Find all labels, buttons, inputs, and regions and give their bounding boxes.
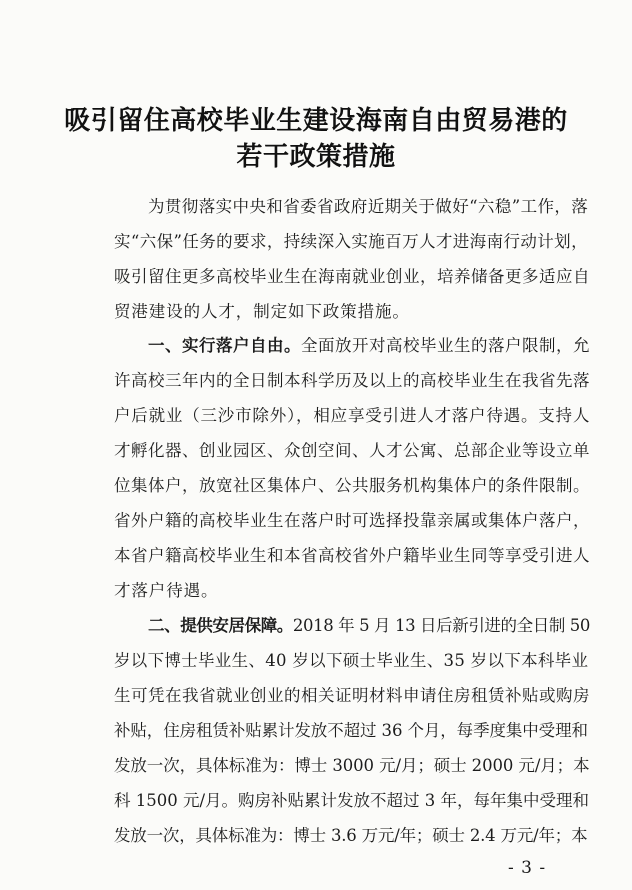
intro-line-4: 贸港建设的人才，制定如下政策措施。: [114, 302, 410, 321]
section-1-line-3: 户后就业（三沙市除外），相应享受引进人才落户待遇。支持人: [114, 406, 591, 425]
section-1-first-line-text: 全面放开对高校毕业生的落户限制，允: [301, 336, 590, 355]
section-2-line-3: 生可凭在我省就业创业的相关证明材料申请住房租赁补贴或购房: [114, 686, 590, 705]
section-1-line-6: 省外户籍的高校毕业生在落户时可选择投靠亲属或集体户落户，: [114, 511, 590, 530]
section-1-line-4: 才孵化器、创业园区、众创空间、人才公寓、总部企业等设立单: [114, 441, 590, 460]
section-2-line-5: 发放一次，具体标准为：博士 3000 元/月；硕士 2000 元/月；本: [114, 756, 590, 775]
section-2-line-6: 科 1500 元/月。购房补贴累计发放不超过 3 年，每年集中受理和: [114, 791, 590, 810]
section-2-line-2: 岁以下博士毕业生、40 岁以下硕士毕业生、35 岁以下本科毕业: [114, 651, 589, 670]
document-title-line-2: 若干政策措施: [236, 142, 396, 172]
document-title-line-1: 吸引留住高校毕业生建设海南自由贸易港的: [64, 106, 568, 136]
section-1-first-line: [148, 332, 590, 356]
section-2-line-7: 发放一次，具体标准为：博士 3.6 万元/年；硕士 2.4 万元/年；本: [114, 826, 588, 845]
intro-line-1: 为贯彻落实中央和省委省政府近期关于做好“六稳”工作，落: [148, 197, 589, 216]
intro-line-2: 实“六保”任务的要求，持续深入实施百万人才进海南行动计划，: [114, 232, 588, 251]
section-1-heading: 一、实行落户自由。: [148, 336, 301, 355]
page-number: - 3 -: [508, 858, 547, 878]
section-2-first-line: [148, 612, 590, 636]
section-1-line-8: 才落户待遇。: [114, 581, 219, 600]
section-1-line-7: 本省户籍高校毕业生和本省高校省外户籍毕业生同等享受引进人: [114, 546, 590, 565]
section-1-line-2: 许高校三年内的全日制本科学历及以上的高校毕业生在我省先落: [114, 371, 590, 390]
section-1-line-5: 位集体户，放宽社区集体户、公共服务机构集体户的条件限制。: [114, 476, 590, 495]
section-2-heading: 二、提供安居保障。: [148, 616, 293, 635]
intro-line-3: 吸引留住更多高校毕业生在海南就业创业，培养储备更多适应自: [114, 267, 590, 286]
section-2-first-line-text: 2018 年 5 月 13 日后新引进的全日制 50: [292, 616, 590, 635]
section-2-line-4: 补贴，住房租赁补贴累计发放不超过 36 个月，每季度集中受理和: [114, 721, 588, 740]
